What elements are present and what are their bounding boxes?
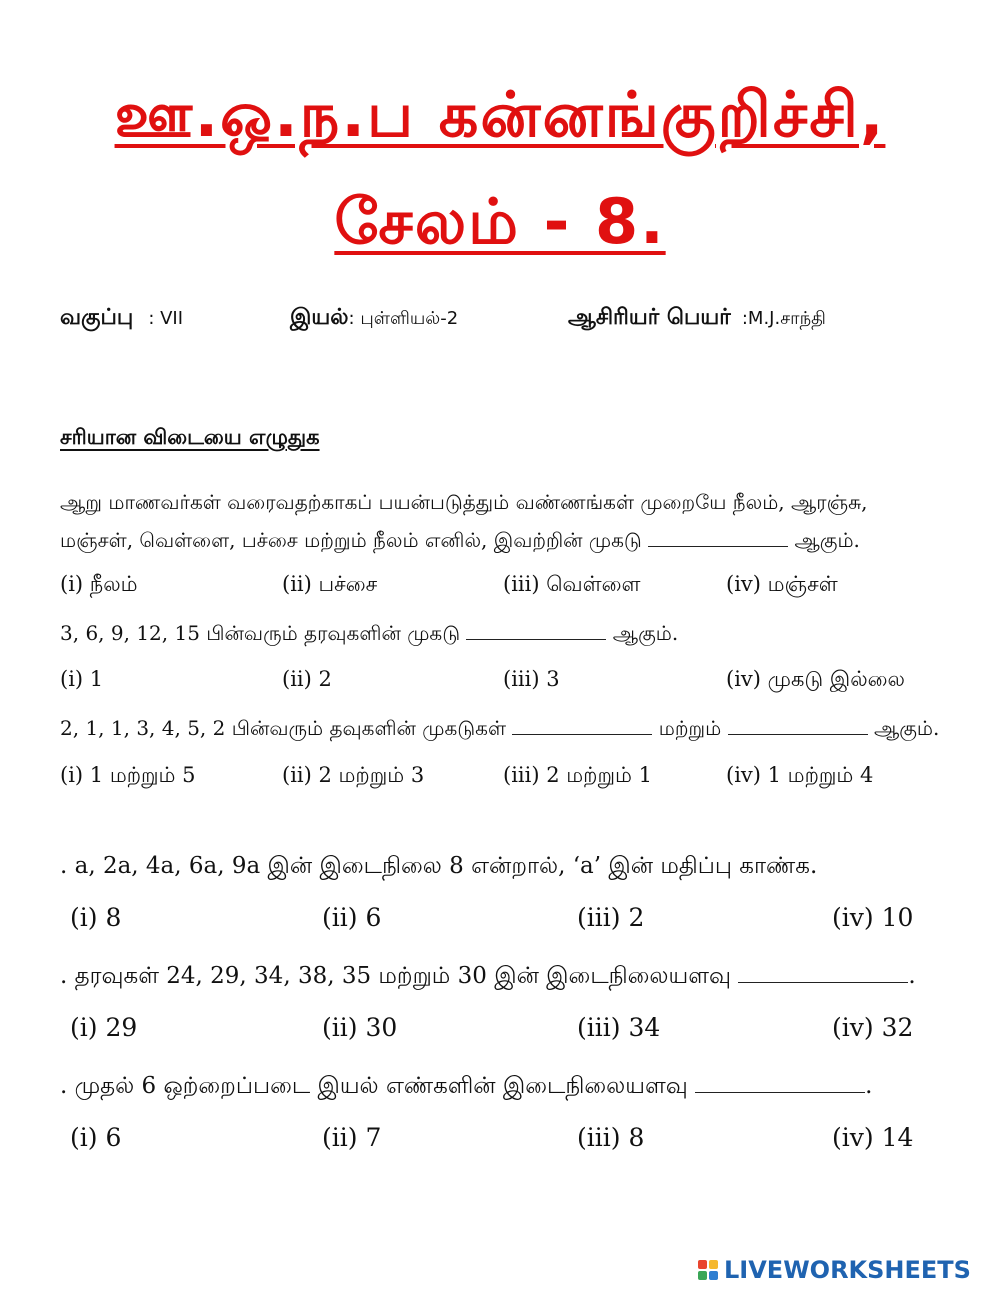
option[interactable]: (i) 8 (70, 903, 122, 932)
answer-blank[interactable] (466, 638, 606, 640)
option[interactable]: (i) நீலம் (60, 572, 138, 596)
chapter-label: இயல் (290, 305, 349, 330)
chapter-value: : புள்ளியல்-2 (348, 308, 459, 329)
question-2-suffix: ஆகும். (612, 621, 679, 645)
option[interactable]: (i) 6 (70, 1123, 122, 1152)
question-3 (60, 716, 939, 743)
answer-blank[interactable] (512, 733, 652, 735)
question-1-line-2 (60, 528, 860, 555)
teacher-info (568, 305, 826, 333)
option[interactable]: (iii) 2 மற்றும் 1 (503, 763, 652, 787)
class-value: : VII (148, 308, 184, 329)
option[interactable]: (i) 29 (70, 1013, 138, 1042)
question-6-text: . முதல் 6 ஒற்றைப்படை இயல் எண்களின் இடைநிலையளவு (60, 1073, 688, 1099)
question-3-suffix: ஆகும். (873, 716, 940, 740)
answer-blank[interactable] (695, 1091, 865, 1093)
option[interactable]: (iv) 1 மற்றும் 4 (726, 763, 874, 787)
class-label: வகுப்பு (60, 305, 134, 330)
option[interactable]: (iii) 3 (503, 667, 560, 691)
option[interactable]: (i) 1 மற்றும் 5 (60, 763, 196, 787)
question-3-and: மற்றும் (658, 716, 722, 740)
question-6 (60, 1073, 872, 1102)
option[interactable]: (ii) 2 (282, 667, 332, 691)
question-1-suffix: ஆகும். (794, 528, 860, 552)
question-2 (60, 621, 678, 648)
section-title: சரியான விடையை எழுதுக (60, 425, 320, 449)
answer-blank[interactable] (738, 981, 908, 983)
option[interactable]: (iv) 32 (832, 1013, 914, 1042)
option[interactable]: (iii) 2 (577, 903, 645, 932)
option[interactable]: (iv) 14 (832, 1123, 914, 1152)
question-5-text: . தரவுகள் 24, 29, 34, 38, 35 மற்றும் 30 இன் இடைநிலையளவு (60, 963, 732, 989)
question-1-line-1: ஆறு மாணவர்கள் வரைவதற்காகப் பயன்படுத்தும் வண்ணங்கள் முறையே நீலம், ஆரஞ்சு, (60, 490, 868, 514)
option[interactable]: (ii) 6 (322, 903, 382, 932)
option[interactable]: (iv) முகடு இல்லை (726, 667, 905, 691)
option[interactable]: (iv) 10 (832, 903, 914, 932)
question-4: . a, 2a, 4a, 6a, 9a இன் இடைநிலை 8 என்றால், ‘a’ இன் மதிப்பு காண்க. (60, 853, 818, 879)
question-5-suffix: . (908, 963, 916, 989)
question-5 (60, 963, 916, 992)
logo-text: LIVEWORKSHEETS (724, 1256, 971, 1284)
option[interactable]: (ii) 7 (322, 1123, 382, 1152)
teacher-label: ஆசிரியர் பெயர் (568, 305, 731, 330)
school-title: ஊ.ஒ.ந.ப கன்னங்குறிச்சி, (114, 78, 886, 151)
option[interactable]: (iii) 8 (577, 1123, 645, 1152)
chapter-info (290, 305, 458, 333)
answer-blank[interactable] (728, 733, 868, 735)
teacher-value: :M.J.சாந்தி (741, 308, 826, 329)
answer-blank[interactable] (648, 545, 788, 547)
option[interactable]: (iv) மஞ்சள் (726, 572, 838, 596)
option[interactable]: (ii) 2 மற்றும் 3 (282, 763, 425, 787)
logo-icon (698, 1260, 718, 1280)
option[interactable]: (ii) 30 (322, 1013, 398, 1042)
question-6-suffix: . (865, 1073, 873, 1099)
option[interactable]: (iii) வெள்ளை (503, 572, 641, 596)
option[interactable]: (i) 1 (60, 667, 104, 691)
question-1-text: மஞ்சள், வெள்ளை, பச்சை மற்றும் நீலம் எனில், இவற்றின் முகடு (60, 528, 642, 552)
liveworksheets-logo (698, 1256, 971, 1284)
question-2-text: 3, 6, 9, 12, 15 பின்வரும் தரவுகளின் முகடு (60, 621, 461, 645)
question-3-text: 2, 1, 1, 3, 4, 5, 2 பின்வரும் தவுகளின் முகடுகள் (60, 716, 506, 740)
option[interactable]: (ii) பச்சை (282, 572, 378, 596)
class-info (60, 305, 183, 333)
school-location: சேலம் - 8. (334, 185, 666, 258)
option[interactable]: (iii) 34 (577, 1013, 661, 1042)
